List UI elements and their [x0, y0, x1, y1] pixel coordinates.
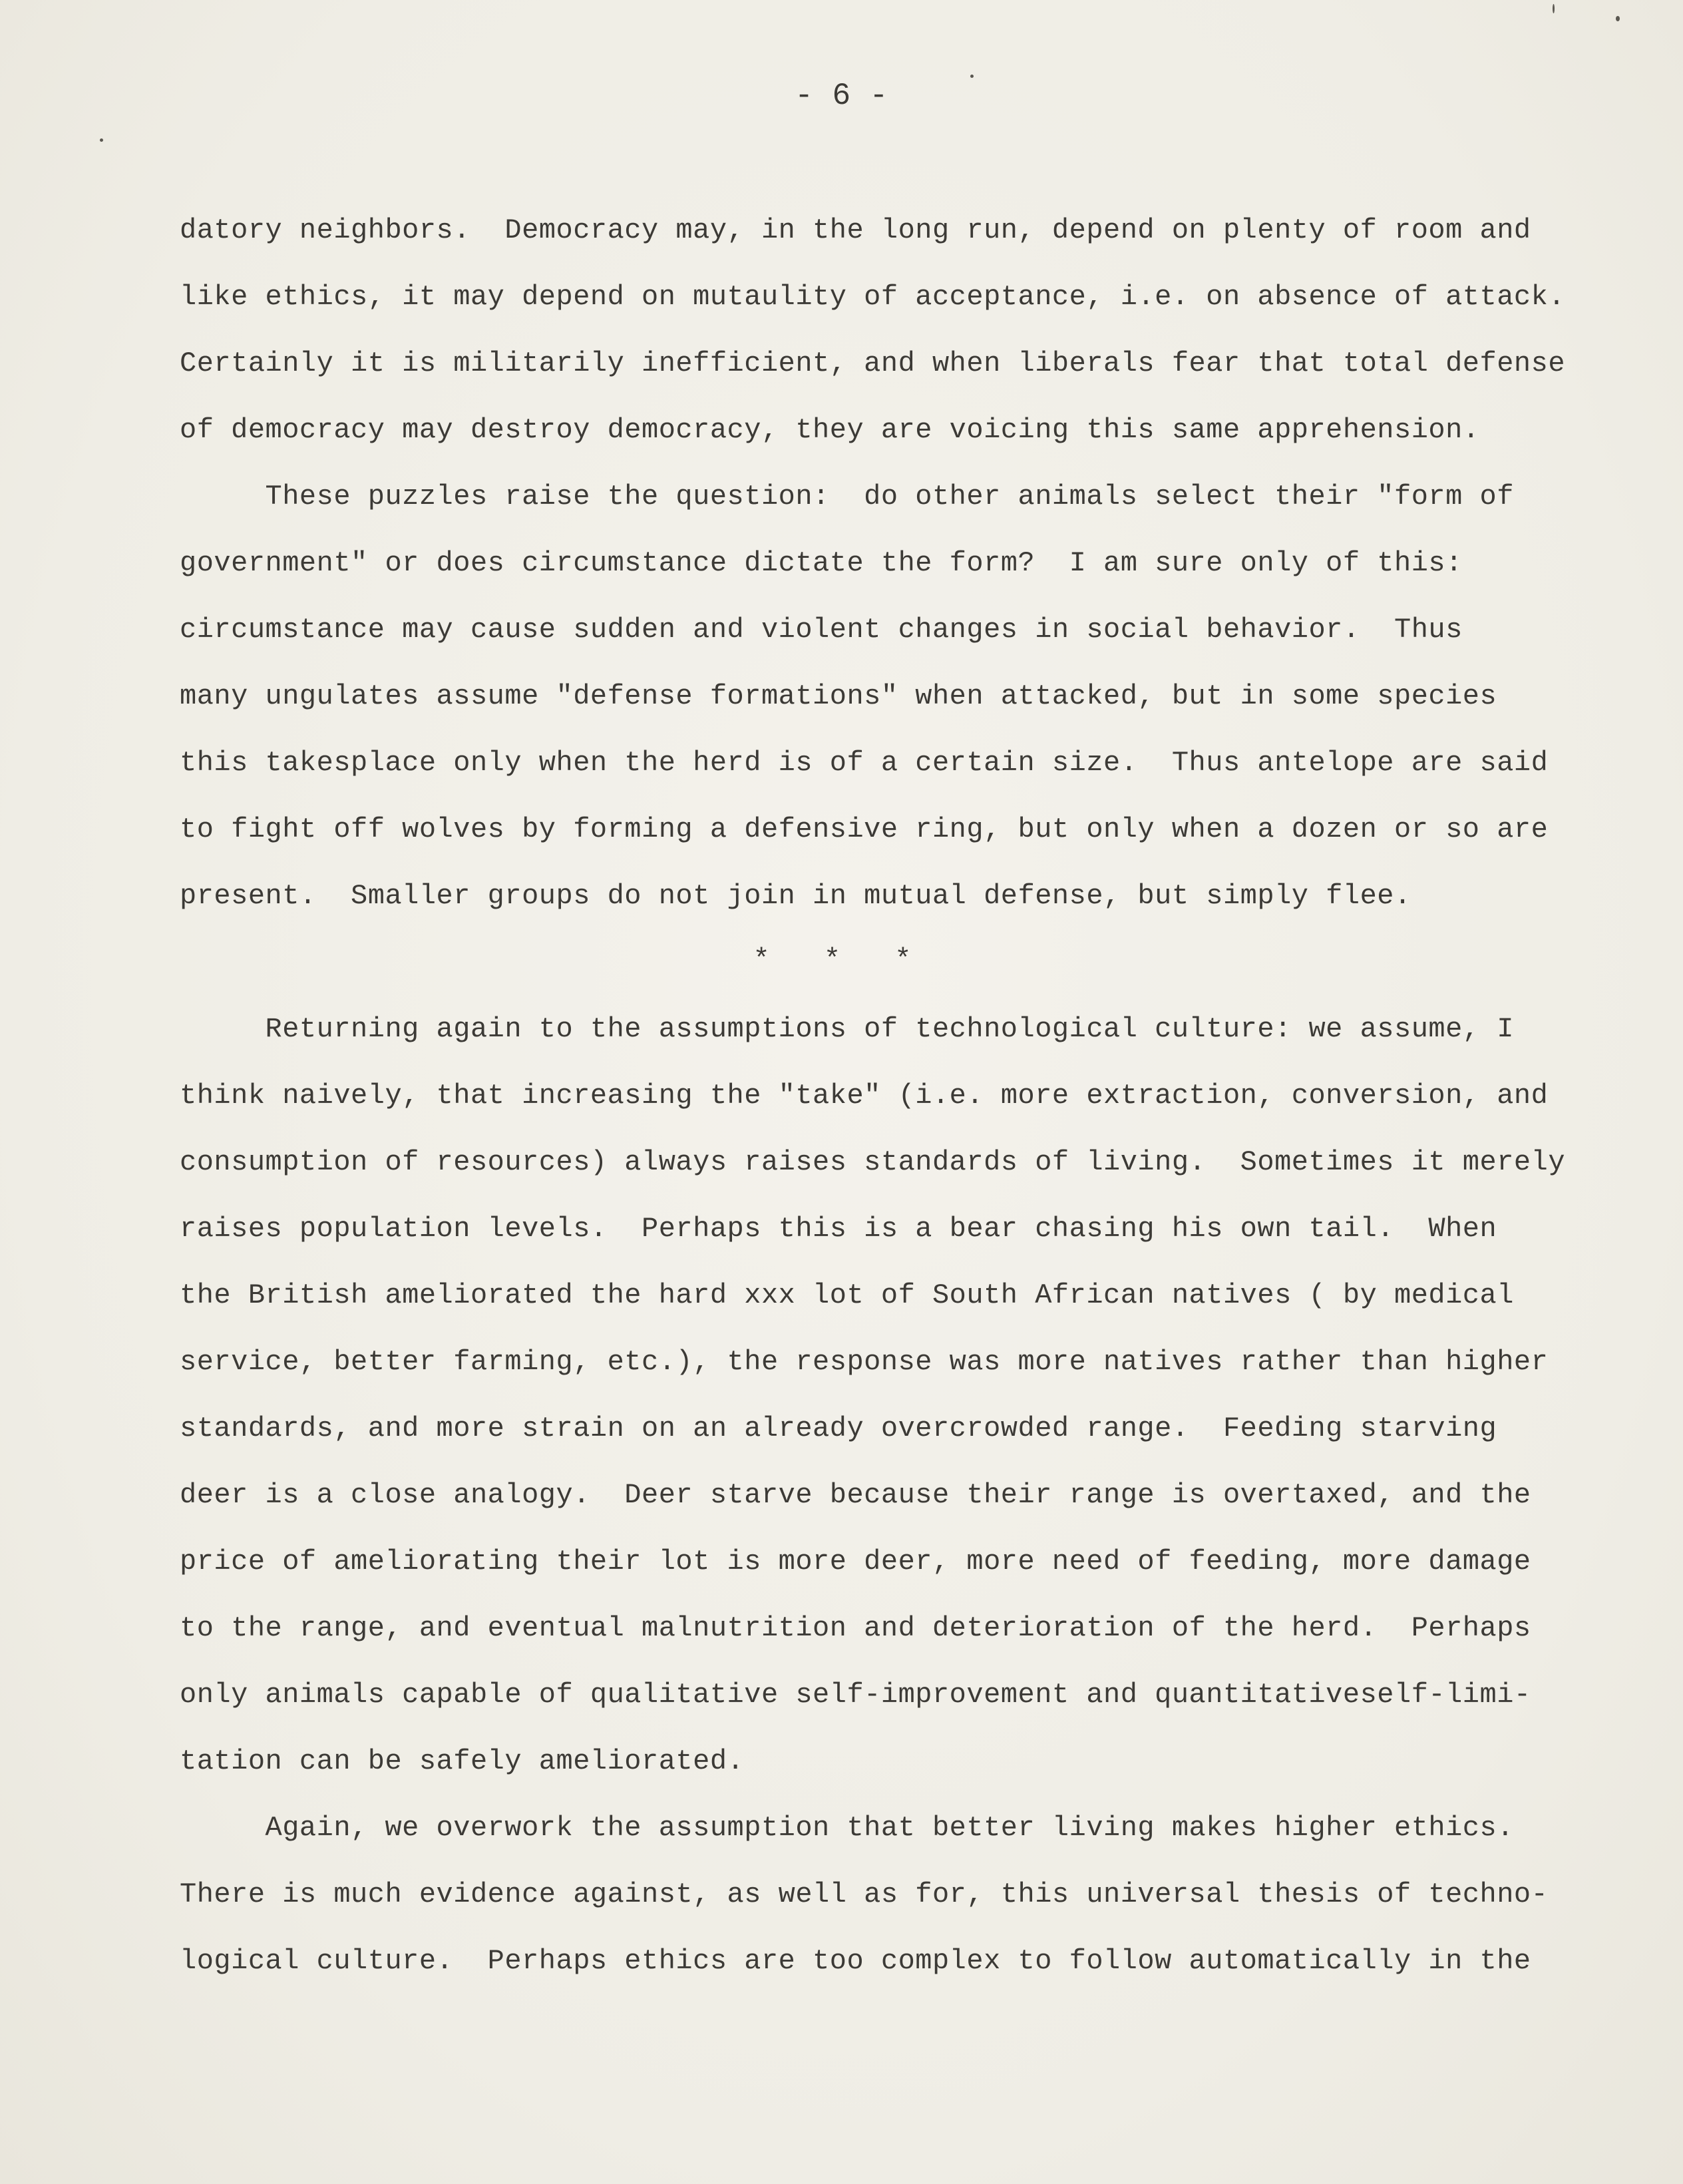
text-line: There is much evidence against, as well as for, this universal thesis of techno-	[180, 1878, 1549, 1910]
text-line: standards, and more strain on an already overcrowded range. Feeding starving	[180, 1413, 1497, 1444]
text-line: logical culture. Perhaps ethics are too complex to follow automatically in the	[180, 1945, 1531, 1977]
text-line: Returning again to the assumptions of technological culture: we assume, I	[180, 1013, 1514, 1045]
text-line: many ungulates assume "defense formations" when attacked, but in some species	[180, 680, 1497, 712]
text-line: circumstance may cause sudden and violent changes in social behavior. Thus	[180, 614, 1463, 646]
paper-speck	[970, 75, 974, 78]
section-divider: * * *	[753, 944, 930, 976]
text-line: government" or does circumstance dictate the form? I am sure only of this:	[180, 547, 1463, 579]
text-line: datory neighbors. Democracy may, in the long run, depend on plenty of room and	[180, 214, 1531, 246]
text-line: tation can be safely ameliorated.	[180, 1745, 745, 1777]
text-line: price of ameliorating their lot is more deer, more need of feeding, more damage	[180, 1546, 1531, 1578]
paper-speck	[100, 138, 103, 142]
text-line: Again, we overwork the assumption that better living makes higher ethics.	[180, 1812, 1514, 1844]
text-line: of democracy may destroy democracy, they are voicing this same apprehension.	[180, 414, 1480, 446]
text-line: the British ameliorated the hard xxx lot of South African natives ( by medical	[180, 1279, 1514, 1311]
text-line: Certainly it is militarily inefficient, and when liberals fear that total defense	[180, 347, 1566, 379]
text-line: to fight off wolves by forming a defensive ring, but only when a dozen or so are	[180, 813, 1549, 845]
text-line: present. Smaller groups do not join in mutual defense, but simply flee.	[180, 880, 1411, 912]
text-line: service, better farming, etc.), the response was more natives rather than higher	[180, 1346, 1549, 1378]
text-line: like ethics, it may depend on mutaulity of acceptance, i.e. on absence of attack.	[180, 281, 1566, 313]
text-line: raises population levels. Perhaps this is a bear chasing his own tail. When	[180, 1213, 1497, 1245]
page-number: - 6 -	[795, 79, 888, 113]
text-line: deer is a close analogy. Deer starve because their range is overtaxed, and the	[180, 1479, 1531, 1511]
text-line: These puzzles raise the question: do other animals select their "form of	[180, 481, 1514, 513]
text-line: consumption of resources) always raises standards of living. Sometimes it merely	[180, 1146, 1566, 1178]
paper-speck	[1616, 16, 1620, 21]
text-line: think naively, that increasing the "take" (i.e. more extraction, conversion, and	[180, 1080, 1549, 1112]
text-line: this takesplace only when the herd is of a certain size. Thus antelope are said	[180, 747, 1549, 779]
text-line: to the range, and eventual malnutrition and deterioration of the herd. Perhaps	[180, 1612, 1531, 1644]
paper-speck	[1553, 4, 1555, 13]
text-line: only animals capable of qualitative self-improvement and quantitativeself-limi-	[180, 1679, 1531, 1711]
